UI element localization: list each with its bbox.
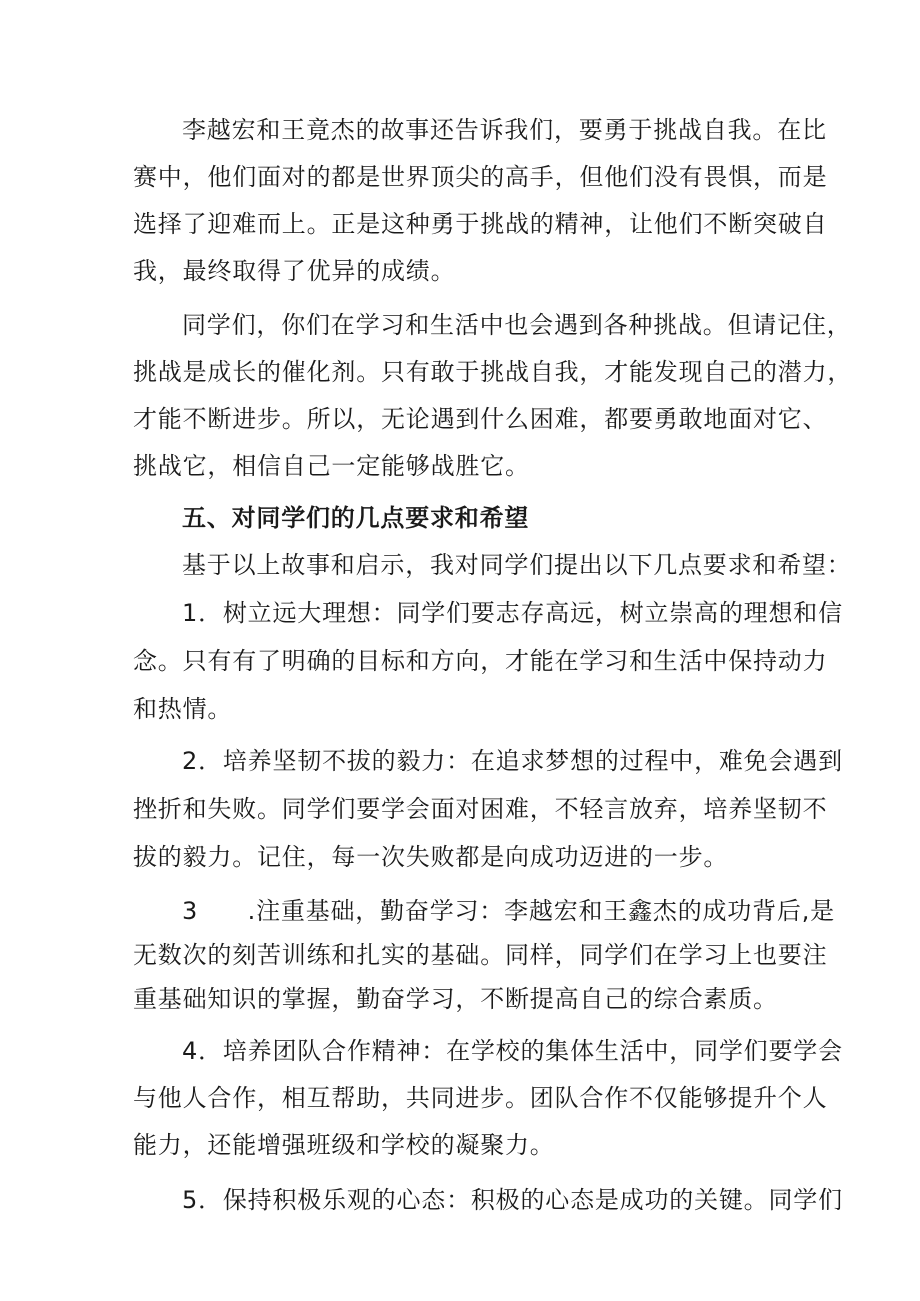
list-item-line: 1．树立远大理想：同学们要志存高远，树立崇高的理想和信 <box>182 599 843 627</box>
paragraph-line: 选择了迎难而上。正是这种勇于挑战的精神，让他们不断突破自 <box>133 210 828 238</box>
list-item-line: 3 .注重基础，勤奋学习：李越宏和王鑫杰的成功背后,是 <box>182 897 835 925</box>
paragraph-line: 我，最终取得了优异的成绩。 <box>133 257 456 285</box>
list-item-line: 挫折和失败。同学们要学会面对困难，不轻言放弃，培养坚韧不 <box>133 795 828 823</box>
list-item-line: 2．培养坚韧不拔的毅力：在追求梦想的过程中，难免会遇到 <box>182 747 843 775</box>
paragraph-line: 基于以上故事和启示，我对同学们提出以下几点要求和希望： <box>182 551 852 579</box>
list-item-line: 与他人合作，相互帮助，共同进步。团队合作不仅能够提升个人 <box>133 1084 828 1112</box>
paragraph-line: 才能不断进步。所以，无论遇到什么困难，都要勇敢地面对它、 <box>133 405 828 433</box>
list-item-line: 无数次的刻苦训练和扎实的基础。同样，同学们在学习上也要注 <box>133 941 828 969</box>
list-item-line: 5．保持积极乐观的心态：积极的心态是成功的关键。同学们 <box>182 1186 843 1214</box>
paragraph-line: 挑战它，相信自己一定能够战胜它。 <box>133 452 530 480</box>
list-item-line: 4．培养团队合作精神：在学校的集体生活中，同学们要学会 <box>182 1037 843 1065</box>
list-item-line: 能力，还能增强班级和学校的凝聚力。 <box>133 1131 555 1159</box>
paragraph-line: 同学们，你们在学习和生活中也会遇到各种挑战。但请记住， <box>182 311 852 339</box>
paragraph-line: 赛中，他们面对的都是世界顶尖的高手，但他们没有畏惧，而是 <box>133 163 828 191</box>
list-item-line: 念。只有有了明确的目标和方向，才能在学习和生活中保持动力 <box>133 647 828 675</box>
paragraph-line: 李越宏和王竟杰的故事还告诉我们，要勇于挑战自我。在比 <box>182 116 827 144</box>
paragraph-line: 挑战是成长的催化剂。只有敢于挑战自我，才能发现自己的潜力， <box>133 358 853 386</box>
section-heading: 五、对同学们的几点要求和希望 <box>182 504 530 532</box>
list-item-line: 拔的毅力。记住，每一次失败都是向成功迈进的一步。 <box>133 843 729 871</box>
list-item-line: 和热情。 <box>133 695 233 723</box>
list-item-line: 重基础知识的掌握，勤奋学习，不断提高自己的综合素质。 <box>133 985 778 1013</box>
